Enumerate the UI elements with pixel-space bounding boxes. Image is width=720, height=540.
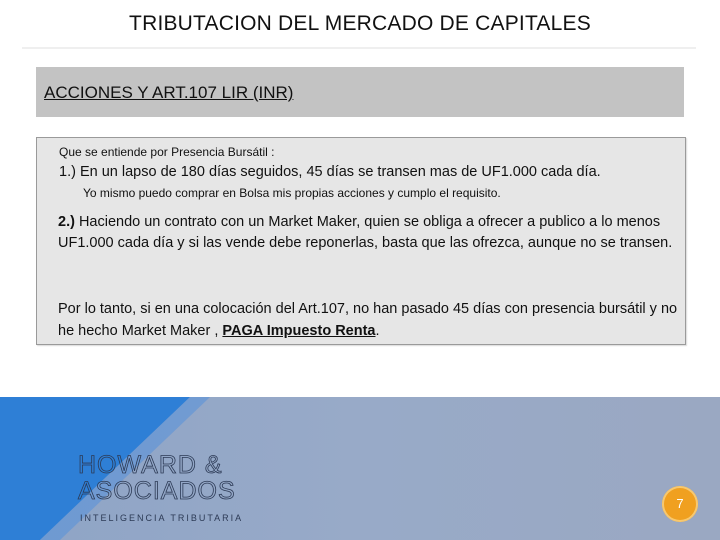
logo-line-2: ASOCIADOS	[78, 477, 236, 505]
point-1-text: 1.) En un lapso de 180 días seguidos, 45 días se transen mas de UF1.000 cada día.	[59, 164, 601, 180]
point-1-note: Yo mismo puedo comprar en Bolsa mis propias acciones y cumplo el requisito.	[83, 186, 501, 200]
logo-tagline: INTELIGENCIA TRIBUTARIA	[80, 513, 244, 523]
question-text: Que se entiende por Presencia Bursátil :	[59, 145, 275, 159]
point-2-paragraph	[58, 212, 683, 254]
title-divider	[22, 47, 696, 49]
conclusion-end: .	[375, 323, 380, 339]
page-number-badge: 7	[662, 486, 698, 522]
footer-band	[0, 397, 720, 540]
section-heading-bar	[36, 67, 684, 117]
company-logo	[78, 451, 248, 527]
slide-title: TRIBUTACION DEL MERCADO DE CAPITALES	[129, 12, 591, 35]
conclusion-paragraph	[58, 298, 683, 342]
content-box	[36, 137, 686, 345]
logo-line-1: HOWARD &	[78, 451, 223, 479]
conclusion-text: Por lo tanto, si en una colocación del Art.107, no han pasado 45 días con presencia bursátil y no he hecho Market Maker ,	[58, 301, 678, 339]
point-2-number: 2.)	[58, 214, 75, 230]
point-2-text: Haciendo un contrato con un Market Maker, quien se obliga a ofrecer a publico a lo menos UF1.000 cada día y si las vende debe reponerlas, basta que las ofrezca, aunque no se transen.	[58, 214, 673, 251]
conclusion-emphasis: PAGA Impuesto Renta	[222, 323, 376, 339]
section-heading: ACCIONES Y ART.107 LIR (INR)	[44, 83, 294, 102]
